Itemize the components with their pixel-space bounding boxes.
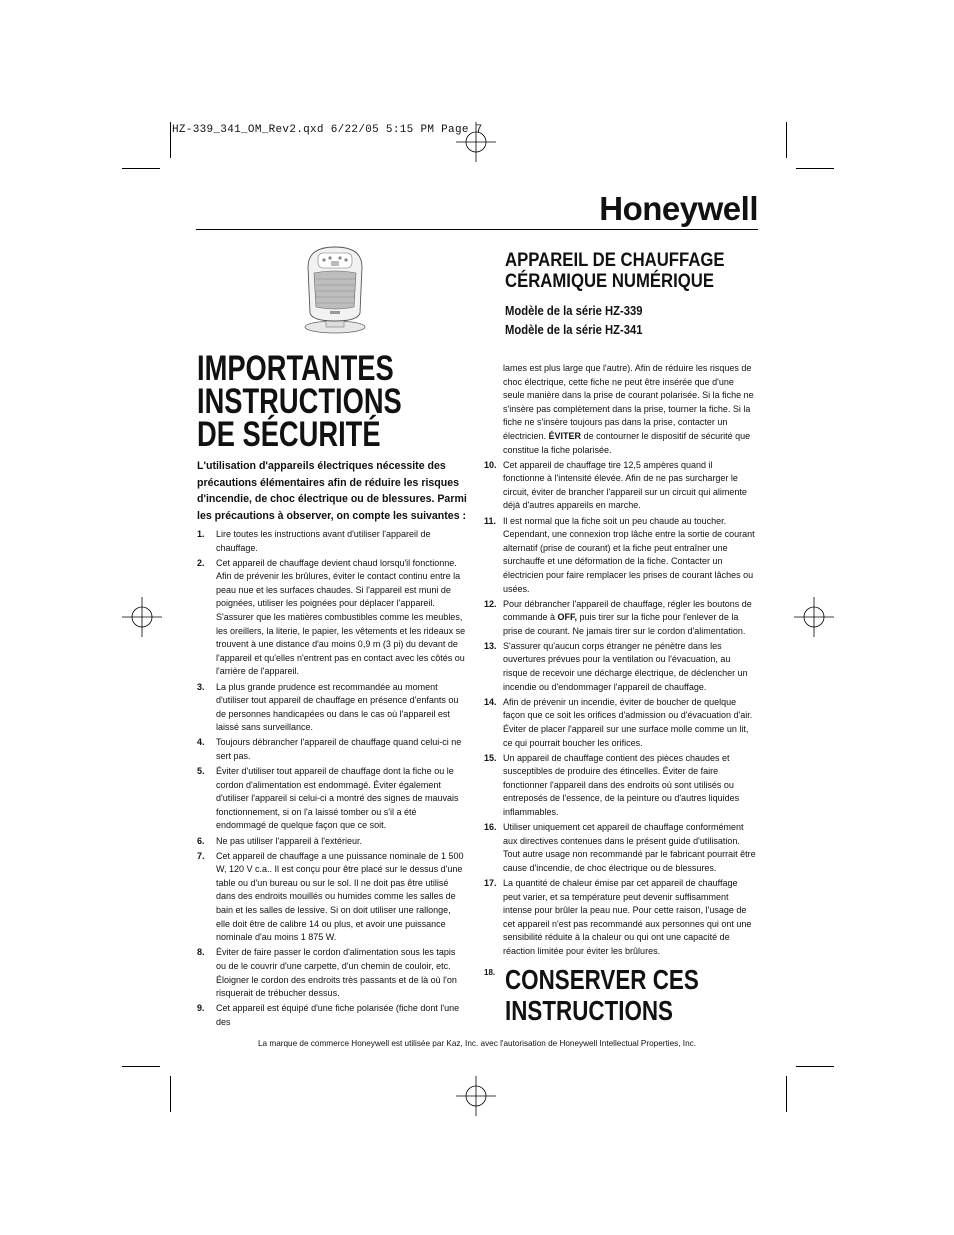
item-number: 18. bbox=[484, 968, 496, 977]
item-continuation bbox=[484, 362, 756, 457]
crop-mark bbox=[122, 1066, 160, 1067]
item-text: La plus grande prudence est recommandée au moment d'utiliser tout appareil de chauffage en présence d'enfants ou de personnes handicapées ou dans le cas où l'appareil est laissé sans surveillance. bbox=[216, 681, 459, 733]
product-heading bbox=[505, 250, 765, 340]
item-number: 11. bbox=[484, 515, 497, 526]
product-title-line1: APPAREIL DE CHAUFFAGE bbox=[505, 250, 725, 271]
item-text: Utiliser uniquement cet appareil de chauffage conformément aux directives contenues dans le présent guide d'utilisation. Tout autre usage non recommandé par le fabricant pourrait être cause d'incendie, de choc électrique ou de blessures. bbox=[503, 822, 756, 873]
item-text: Cet appareil de chauffage a une puissance nominale de 1 500 W, 120 V c.a.. Il est conçu pour être placé sur le dessus d'une table ou d'un bureau ou sur le sol. Il ne doit pas être utilisé dans des endroits mouillés ou humides comme les salles de bain et les salles de lessive. Si on doit utiliser une rallonge, elle doit être de calibre 14 ou plus, et avoir une puissance nominale d'au moins 1 875 W. bbox=[216, 850, 464, 943]
crop-mark bbox=[170, 122, 171, 158]
registration-mark-icon bbox=[456, 122, 496, 162]
crop-mark bbox=[122, 168, 160, 169]
model-line: Modèle de la série HZ-339 bbox=[505, 304, 643, 318]
list-item bbox=[484, 821, 756, 875]
item-number: 15. bbox=[484, 752, 497, 763]
emphasis-text: ÉVITER bbox=[548, 430, 582, 441]
item-text: de contourner le dispositif de sécurité que constitue la fiche polarisée. bbox=[503, 430, 751, 455]
item-text: S'assurer qu'aucun corps étranger ne pénètre dans les ouvertures prévues pour la ventilation ou l'évacuation, au risque de recevoir une décharge électrique, de déclencher un incendie ou d'endommager l'appareil de chauffage. bbox=[503, 640, 748, 692]
item-text: Pour débrancher l'appareil de chauffage, régler les boutons de commande à bbox=[503, 598, 752, 623]
item-number: 14. bbox=[484, 696, 497, 707]
list-item bbox=[197, 765, 467, 833]
item-number: 6. bbox=[197, 835, 205, 846]
print-slug: HZ-339_341_OM_Rev2.qxd 6/22/05 5:15 PM Page 7 bbox=[172, 124, 483, 136]
item-text: Cet appareil de chauffage tire 12,5 ampères quand il fonctionne à l'intensité élevée. Afin de ne pas surcharger le circuit, éviter de brancher l'appareil sur un circuit qui alimente déjà d'autres appareils en marche. bbox=[503, 459, 747, 511]
registration-mark-icon bbox=[794, 597, 834, 637]
item-number: 8. bbox=[197, 947, 205, 958]
item-number: 13. bbox=[484, 640, 497, 651]
save-heading-line: INSTRUCTIONS bbox=[505, 995, 673, 1026]
title-line: IMPORTANTES bbox=[197, 349, 394, 388]
crop-mark bbox=[786, 1076, 787, 1112]
honeywell-logo: Honeywell bbox=[599, 190, 758, 227]
product-title-line2: CÉRAMIQUE NUMÉRIQUE bbox=[505, 271, 715, 292]
emphasis-text: OFF, bbox=[557, 612, 578, 623]
item-text: La quantité de chaleur émise par cet appareil de chauffage peut varier, et sa température peut devenir suffisamment intense pour brûler la peau nue. Pour cette raison, l'usage de cet appareil n'est pas recommandé aux personnes qui ont une sensibilité réduite à la chaleur ou qui ont une capacité de réaction limitée pour éviter les brûlures. bbox=[503, 877, 752, 956]
item-number: 12. bbox=[484, 598, 497, 609]
list-item bbox=[197, 557, 467, 679]
item-text: Éviter d'utiliser tout appareil de chauffage dont la fiche ou le cordon d'alimentation est endommagé. Éviter également d'utiliser l'appareil si celui-ci a montré des signes de mauvais fonctionnement, si on l'a laissé tomber ou s'il a été endommagé de quelque façon que ce soit. bbox=[216, 766, 459, 831]
crop-mark bbox=[796, 1066, 834, 1067]
heater-illustration-icon bbox=[300, 243, 370, 335]
item-text: Cet appareil de chauffage devient chaud lorsqu'il fonctionne. Afin de prévenir les brûlures, éviter le contact continu entre la peau nue et les surfaces chaudes. Si l'appareil est muni de poignées, utiliser les poignées pour déplacer l'appareil. S'assurer que les matières combustibles comme les meubles, les oreillers, la literie, le papier, les vêtements et les rideaux se trouvent à une distance d'au moins 0,9 m (3 pi) du devant de l'appareil et qu'elles n'entrent pas en contact avec les côtés ou l'arrière de l'appareil. bbox=[216, 557, 466, 677]
item-number: 17. bbox=[484, 877, 497, 888]
item-number: 4. bbox=[197, 737, 205, 748]
item-text: Afin de prévenir un incendie, éviter de boucher de quelque façon que ce soit les orifices d'admission ou d'évacuation d'air. Éviter de placer l'appareil sur une surface molle comme un lit, ce qui pourrait boucher les orifices. bbox=[503, 696, 753, 748]
title-line: DE SÉCURITÉ bbox=[197, 415, 381, 454]
list-item bbox=[484, 459, 756, 513]
crop-mark bbox=[796, 168, 834, 169]
item-text: puis tirer sur la fiche pour l'enlever de la prise de courant. Ne jamais tirer sur le cordon d'alimentation. bbox=[503, 612, 746, 636]
list-item bbox=[197, 850, 467, 945]
trademark-footer: La marque de commerce Honeywell est utilisée par Kaz, Inc. avec l'autorisation de Honeywell Intellectual Properties, Inc. bbox=[258, 1039, 696, 1048]
list-item bbox=[484, 877, 756, 959]
item-number: 10. bbox=[484, 459, 497, 470]
registration-mark-icon bbox=[122, 597, 162, 637]
item-number: 7. bbox=[197, 850, 205, 861]
item-number: 1. bbox=[197, 529, 205, 539]
item-text: lames est plus large que l'autre). Afin de réduire les risques de choc électrique, cette fiche ne peut être insérée que d'une seule manière dans la prise de courant polarisée. Si la fiche ne s'insère pas complètement dans la prise, tourner la fiche. Si la fiche ne s'insère toujours pas dans la prise, contacter un électricien. bbox=[503, 363, 754, 441]
item-number: 9. bbox=[197, 1003, 205, 1014]
list-item bbox=[484, 696, 756, 750]
item-number: 2. bbox=[197, 557, 205, 568]
list-item bbox=[484, 598, 756, 639]
item-number: 5. bbox=[197, 766, 205, 777]
item-text: Lire toutes les instructions avant d'utiliser l'appareil de chauffage. bbox=[216, 529, 431, 553]
list-item bbox=[197, 736, 467, 763]
instructions-right-column bbox=[484, 362, 756, 960]
instructions-left-column bbox=[197, 528, 467, 1031]
item-text: Un appareil de chauffage contient des pièces chaudes et susceptibles de produire des étincelles. Éviter de faire fonctionner l'appareil dans des endroits où sont utilisés ou entreposés de l'essence, de la peinture ou d'autres liquides inflammables. bbox=[503, 752, 740, 817]
item-text: Toujours débrancher l'appareil de chauffage quand celui-ci ne sert pas. bbox=[216, 737, 462, 761]
list-item bbox=[197, 1002, 467, 1029]
save-heading-line: CONSERVER CES bbox=[505, 964, 699, 995]
model-line: Modèle de la série HZ-341 bbox=[505, 323, 643, 337]
header-rule bbox=[196, 229, 758, 230]
title-line: INSTRUCTIONS bbox=[197, 382, 402, 421]
item-text: Éviter de faire passer le cordon d'alimentation sous les tapis ou de le couvrir d'une carpette, d'un chemin de couloir, etc. Éloigner le cordon des endroits très passants et de là où l'on risquerait de trébucher dessus. bbox=[216, 947, 457, 999]
item-text: Il est normal que la fiche soit un peu chaude au toucher. Cependant, une connexion trop lâche entre la sortie de courant alternatif (prise de courant) et la fiche peut entraîner une surchauffe et une déformation de la fiche. Contacter un électricien pour faire remplacer les prises de courant lâches ou usées. bbox=[503, 515, 755, 594]
list-item bbox=[197, 835, 467, 849]
page-title bbox=[197, 349, 431, 454]
list-item bbox=[197, 681, 467, 735]
list-item bbox=[197, 528, 467, 555]
list-item bbox=[197, 946, 467, 1000]
list-item bbox=[484, 752, 756, 820]
item-text: Cet appareil est équipé d'une fiche polarisée (fiche dont l'une des bbox=[216, 1003, 460, 1027]
list-item bbox=[484, 640, 756, 694]
item-number: 3. bbox=[197, 681, 205, 692]
intro-paragraph: L'utilisation d'appareils électriques nécessite des précautions élémentaires afin de réduire les risques d'incendie, de choc électrique ou de blessures. Parmi les précautions à observer, on compte les suivantes : bbox=[197, 460, 467, 522]
crop-mark bbox=[786, 122, 787, 158]
list-item bbox=[484, 515, 756, 597]
save-heading bbox=[505, 964, 745, 1026]
crop-mark bbox=[170, 1076, 171, 1112]
item-number: 16. bbox=[484, 822, 497, 833]
item-text: Ne pas utiliser l'appareil à l'extérieur. bbox=[216, 835, 363, 846]
registration-mark-icon bbox=[456, 1076, 496, 1116]
